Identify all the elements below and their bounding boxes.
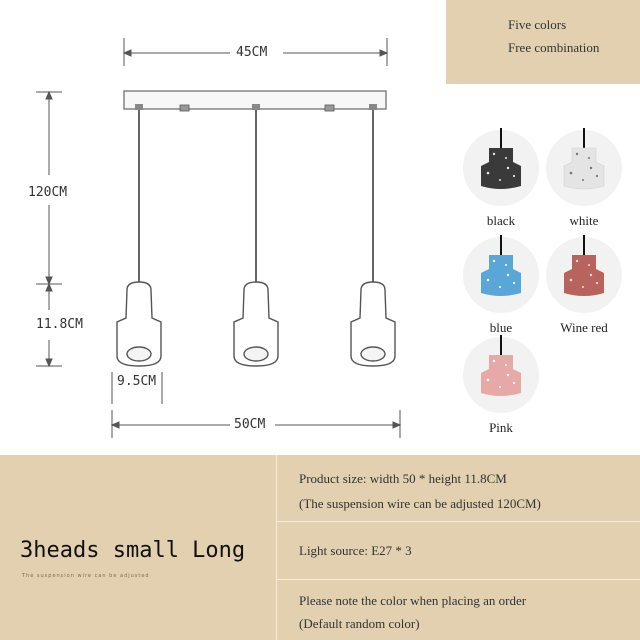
swatch-label-pink: Pink: [489, 420, 513, 435]
width-bottom-label: 50CM: [234, 417, 266, 432]
width-top-label: 45CM: [236, 45, 268, 60]
product-tiny-text: The suspension wire can be adjusted: [22, 573, 150, 579]
info-panel: [0, 455, 640, 640]
dimension-drawing: [0, 0, 440, 450]
colors-header-line2: Free combination: [508, 40, 600, 55]
swatch-wine-red: [539, 235, 629, 345]
shade-width-label: 9.5CM: [117, 374, 157, 389]
swatch-white: [539, 128, 629, 238]
lamp-pink-image: [456, 335, 546, 415]
product-name: 3heads small Long: [20, 538, 246, 563]
lamp-shade-1: [117, 282, 161, 366]
info-divider-h2: [276, 579, 640, 580]
lamp-blue-image: [456, 235, 546, 315]
canopy-bar: [124, 91, 386, 111]
swatch-label-black: black: [486, 213, 516, 228]
lamp-shade-3: [351, 282, 395, 366]
swatch-pink: [456, 335, 546, 445]
lamp-wine-red-image: [539, 235, 629, 315]
default-color-note: (Default random color): [299, 616, 420, 631]
colors-header-line1: Five colors: [508, 17, 567, 32]
lamp-shade-2: [234, 282, 278, 366]
swatch-label-wine-red: Wine red: [560, 320, 608, 335]
wire-height-label: 120CM: [28, 185, 68, 200]
wire-note: (The suspension wire can be adjusted 120CM): [299, 496, 541, 511]
product-size: Product size: width 50 * height 11.8CM: [299, 471, 507, 486]
shade-height-label: 11.8CM: [36, 317, 83, 332]
info-divider-vertical: [276, 455, 277, 640]
colors-header-panel: [446, 0, 640, 84]
info-divider-h1: [276, 521, 640, 522]
suspension-wires: [139, 110, 373, 282]
lamp-white-image: [539, 128, 629, 208]
swatch-blue: [456, 235, 546, 345]
order-note: Please note the color when placing an order: [299, 593, 527, 608]
swatch-label-white: white: [569, 213, 599, 228]
lamp-black-image: [456, 128, 546, 208]
swatch-black: [456, 128, 546, 238]
swatch-label-blue: blue: [489, 320, 513, 335]
light-source: Light source: E27 * 3: [299, 543, 412, 558]
